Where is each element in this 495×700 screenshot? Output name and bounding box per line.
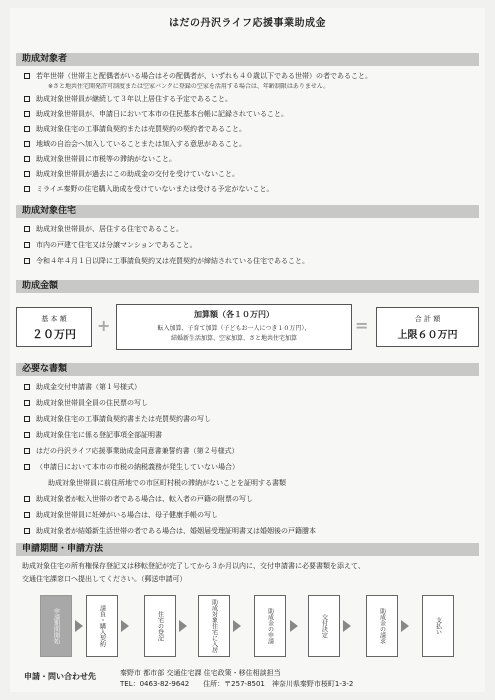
flow-step: 住宅の登記 xyxy=(144,595,176,657)
plus-icon: + xyxy=(97,316,111,335)
equals-icon: = xyxy=(355,316,369,335)
checkbox-icon xyxy=(24,448,30,454)
flyer-page xyxy=(10,8,485,692)
additional-amount-box xyxy=(116,304,352,350)
list-item: 助成金交付申請書（第１号様式） xyxy=(24,382,479,392)
arrow-right-icon xyxy=(121,620,129,632)
flow-step: 申請期間開始 xyxy=(40,595,72,657)
list-item: 市内の戸建て住宅又は分譲マンションであること。 xyxy=(24,240,479,250)
list-item: 助成対象世帯員に妊婦がいる場合は、母子健康手帳の写し xyxy=(24,510,479,520)
additional-amount-label: 加算額（各１０万円） xyxy=(194,310,274,319)
flow-step: 支払い xyxy=(422,595,454,657)
list-item: ミライエ秦野の住宅購入助成を受けていないまたは受ける予定がないこと。 xyxy=(24,184,479,194)
flow-step: 助成金の申請 xyxy=(254,595,286,657)
flow-step: 交付決定 xyxy=(308,595,340,657)
checkbox-icon xyxy=(24,384,30,390)
list-item: 助成対象世帯員全員の住民票の写し xyxy=(24,398,479,408)
section-heading-eligible-persons: 助成対象者 xyxy=(16,53,479,66)
contact-phone-address: TEL：0463-82-9642 住所：〒257-8501 神奈川県秦野市桜町1-3-2 xyxy=(120,680,354,688)
checkbox-icon xyxy=(24,141,30,147)
additional-amount-desc: 転入加算、子育て加算（子どもお一人につき１０万円）、 xyxy=(157,325,311,332)
checkbox-icon xyxy=(24,432,30,438)
checkbox-icon xyxy=(24,226,30,232)
base-amount-label: 基 本 額 xyxy=(41,315,67,323)
arrow-right-icon xyxy=(290,620,298,632)
checkbox-icon xyxy=(24,73,30,79)
checkbox-icon xyxy=(24,96,30,102)
list-item: 助成対象世帯員が過去にこの助成金の交付を受けていないこと。 xyxy=(24,169,479,179)
total-amount-box xyxy=(376,307,479,347)
checkbox-icon xyxy=(24,496,30,502)
list-item: 助成対象者が結婚新生活世帯の者である場合は、婚姻届受理証明書又は婚姻後の戸籍謄本 xyxy=(24,526,479,536)
base-amount-box xyxy=(16,307,92,347)
arrow-right-icon xyxy=(343,620,351,632)
checkbox-icon xyxy=(24,528,30,534)
section-heading-application: 申請期間・申請方法 xyxy=(16,543,479,556)
checkbox-icon xyxy=(24,156,30,162)
additional-amount-desc: 結婚新生活加算、空家加算、さと地共住宅加算 xyxy=(170,335,297,342)
flow-step: 助成金の請求 xyxy=(366,595,398,657)
page-title: はだの丹沢ライフ応援事業助成金 xyxy=(169,18,326,29)
list-item: 助成対象世帯員が、申請日において本市の住民基本台帳に記録されていること。 xyxy=(24,109,479,119)
checkbox-icon xyxy=(24,171,30,177)
age-note: ※さと地共住宅開発許可制度または空家バンクに登録の空家を活用する場合は、年齢制限はありません。 xyxy=(48,83,330,90)
checkbox-icon xyxy=(24,400,30,406)
total-amount-label: 合 計 額 xyxy=(414,315,441,323)
section-heading-eligible-housing: 助成対象住宅 xyxy=(16,205,479,218)
list-item: 若年世帯（世帯主と配偶者がいる場合はその配偶者が、いずれも４０歳以下である世帯）の者であること。 xyxy=(24,71,479,81)
base-amount-value: ２０万円 xyxy=(32,328,76,341)
list-item: 助成対象住宅の工事請負契約書または売買契約書の写し xyxy=(24,414,479,424)
contact-dept: 秦野市 都市部 交通住宅課 住宅政策・移住相談担当 xyxy=(120,669,281,677)
checkbox-icon xyxy=(24,416,30,422)
list-item: 助成対象世帯員が継続して３年以上居住する予定であること。 xyxy=(24,94,479,104)
arrow-right-icon xyxy=(401,620,409,632)
checkbox-icon xyxy=(24,186,30,192)
section-heading-amount: 助成金額 xyxy=(16,280,479,293)
list-item: 助成対象者が転入世帯の者である場合は、転入者の戸籍の附票の写し xyxy=(24,494,479,504)
arrow-right-icon xyxy=(75,620,83,632)
arrow-right-icon xyxy=(179,620,187,632)
checkbox-icon xyxy=(24,258,30,264)
list-item: 助成対象住宅の工事請負契約または売買契約の契約者であること。 xyxy=(24,124,479,134)
list-item: はだの丹沢ライフ応援事業助成金同意書兼誓約書（第２号様式） xyxy=(24,446,479,456)
list-item: 助成対象住宅に係る登記事項全部証明書 xyxy=(24,430,479,440)
list-item: 令和４年４月１日以降に工事請負契約又は売買契約が締結されている住宅であること。 xyxy=(24,256,479,266)
arrow-right-icon xyxy=(233,620,241,632)
checkbox-icon xyxy=(24,464,30,470)
total-amount-value: 上限６０万円 xyxy=(397,330,458,341)
checkbox-icon xyxy=(24,242,30,248)
checkbox-icon xyxy=(24,126,30,132)
tax-proof-subitem: 助成対象世帯員に前住所地での市区町村税の滞納がないことを証明する書類 xyxy=(48,479,286,487)
list-item: （申請日において本市の市税の納税義務が発生していない場合） xyxy=(24,462,479,472)
list-item: 地域の自治会へ加入していることまたは加入する意思があること。 xyxy=(24,139,479,149)
application-text: 交通住宅課窓口へ提出してください。（郵送申請可） xyxy=(22,575,187,583)
checkbox-icon xyxy=(24,512,30,518)
flow-step: 助成対象住宅に入居 xyxy=(198,595,230,657)
list-item: 助成対象世帯員が、居住する住宅であること。 xyxy=(24,224,479,234)
contact-label: 申請・問い合わせ先 xyxy=(24,672,96,681)
checkbox-icon xyxy=(24,111,30,117)
section-heading-documents: 必要な書類 xyxy=(16,363,479,376)
flow-step: 請負・購入契約 xyxy=(86,595,118,657)
application-text: 助成対象住宅の所有権保存登記又は移転登記が完了してから３か月以内に、交付申請書に必要書類を添えて、 xyxy=(22,562,365,570)
list-item: 助成対象世帯員に市税等の滞納がないこと。 xyxy=(24,154,479,164)
